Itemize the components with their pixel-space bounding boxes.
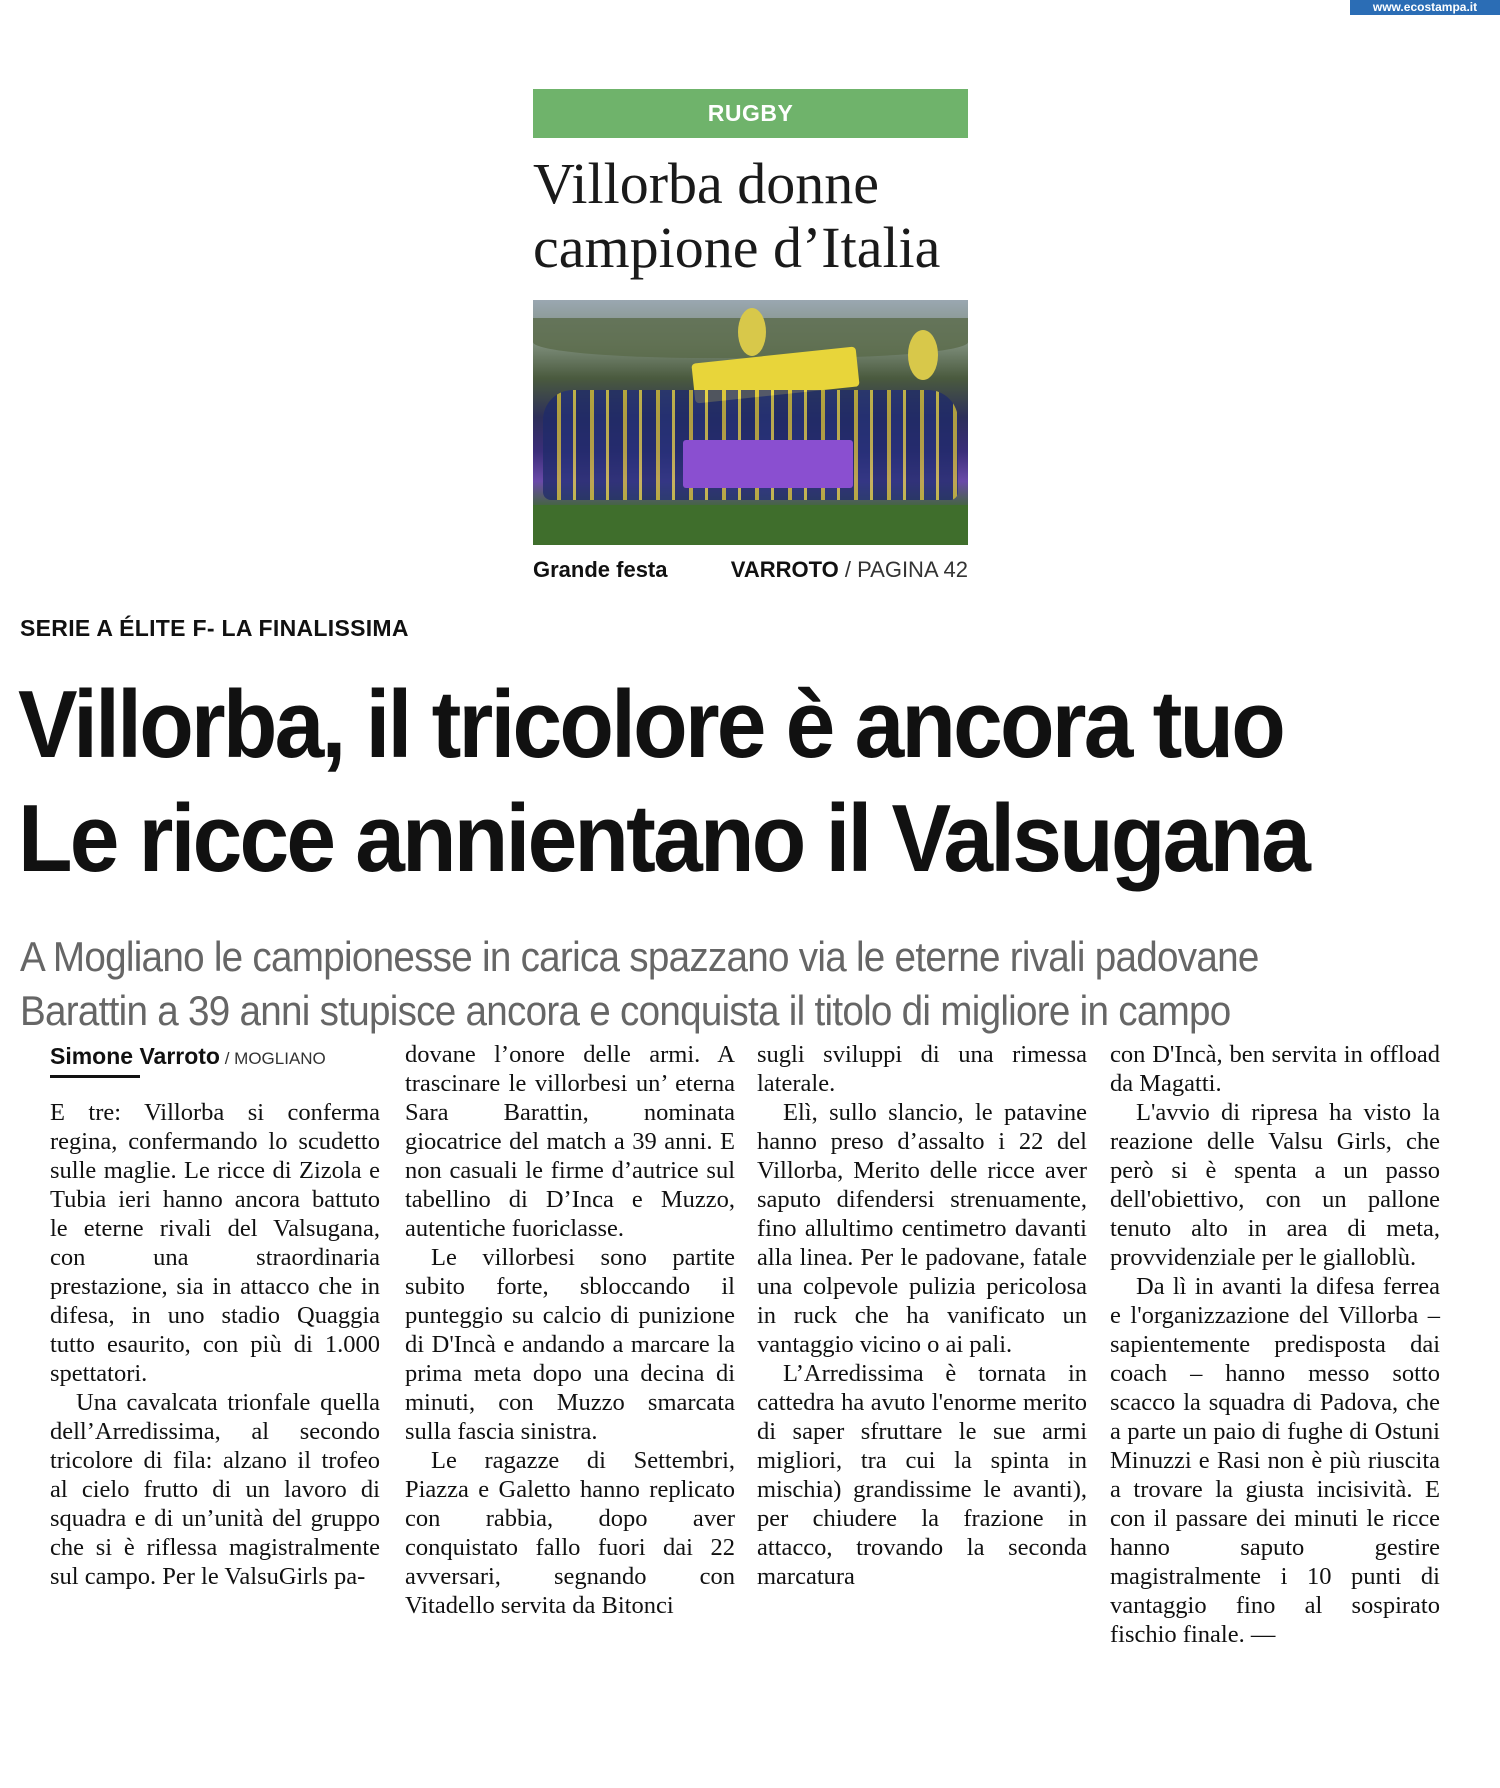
paragraph: Una cavalcata trionfale quella dell’Arredissima, al secondo tricolore di fila: alzano il trofeo al cielo frutto di un lavoro di squadra e di un’unità del gruppo che si è riflessa magistralmente sul campo. Per le ValsuGirls pa-	[50, 1389, 380, 1590]
promo-box	[533, 89, 968, 583]
paragraph: E tre: Villorba si conferma regina, confermando lo scudetto sulle maglie. Le ricce di Zizola e Tubia ieri hanno ancora battuto le eterne rivali del Valsugana, con una straordinaria prestazione, sia in attacco che in difesa, in uno stadio Quaggia tutto esaurito, con più di 1.000 spettatori.	[50, 1099, 380, 1387]
promo-title-line1: Villorba donne	[533, 151, 880, 216]
article-body	[50, 1040, 1445, 1770]
article-column-3	[757, 1040, 1087, 1591]
caption-text: Grande festa	[533, 557, 668, 582]
headline-line2: Le ricce annientano il Valsugana	[18, 785, 1309, 892]
photo-balloon	[738, 308, 766, 356]
paragraph: L'avvio di ripresa ha visto la reazione delle Valsu Girls, che però si è spenta a un passo dell'obiettivo, con un pallone tenuto alto in area di meta, provvidenziale per le gialloblù.	[1110, 1099, 1440, 1271]
subhead-line2: Barattin a 39 anni stupisce ancora e conquista il titolo di migliore in campo	[20, 987, 1231, 1034]
article-column-4	[1110, 1040, 1440, 1649]
photo-purple-banner	[683, 440, 853, 488]
caption-credit	[731, 557, 968, 583]
paragraph: sugli sviluppi di una rimessa laterale.	[757, 1041, 1087, 1097]
paragraph: Le ragazze di Settembri, Piazza e Galetto hanno replicato con rabbia, dopo aver conquistato fallo fuori dai 22 avversari, segnando con Vitadello servita da Bitonci	[405, 1447, 735, 1619]
promo-title-line2: campione d’Italia	[533, 215, 941, 280]
paragraph: con D'Incà, ben servita in offload da Magatti.	[1110, 1041, 1440, 1097]
promo-title	[533, 152, 968, 280]
caption-author: VARROTO	[730, 557, 839, 582]
paragraph: Elì, sullo slancio, le patavine hanno preso d’assalto i 22 del Villorba, Merito delle ricce aver saputo difendersi strenuamente, fino allultimo centimetro davanti alla linea. Per le padovane, fatale una colpevole pulizia pericolosa in ruck che ha vanificato un vantaggio vicino o ai pali.	[757, 1099, 1087, 1358]
article-column-2	[405, 1040, 735, 1620]
dateline-location: / MOGLIANO	[219, 1049, 326, 1068]
article-kicker: SERIE A ÉLITE F- LA FINALISSIMA	[20, 615, 409, 641]
paragraph: Da lì in avanti la difesa ferrea e l'organizzazione del Villorba – sapientemente predisposta dai coach – hanno messo sotto scacco la squadra di Padova, che a parte un paio di fughe di Ostuni Minuzzi e Rasi non è più riuscita a trovare la giusta incisività. E con il passare dei minuti le ricce hanno saputo gestire magistralmente i 10 punti di vantaggio fino al sospirato fischio finale. —	[1110, 1273, 1440, 1648]
photo-grass	[533, 505, 968, 545]
paragraph: dovane l’onore delle armi. A trascinare le villorbesi un’ eterna Sara Barattin, nominata giocatrice del match a 39 anni. E non casuali le firme d’autrice sul tabellino di D’Inca e Muzzo, autentiche fuoriclasse.	[405, 1041, 735, 1242]
ecostampa-watermark: www.ecostampa.it	[1350, 0, 1500, 15]
headline-line1: Villorba, il tricolore è ancora tuo	[18, 671, 1284, 778]
article-column-1	[50, 1098, 380, 1591]
section-tag: RUGBY	[533, 89, 968, 138]
paragraph: L’Arredissima è tornata in cattedra ha avuto l'enorme merito di saper sfruttare le sue armi migliori, tra cui la spinta in mischia) grandissime le avanti), per chiudere la frazione in attacco, trovando la seconda marcatura	[757, 1360, 1087, 1590]
photo-caption	[533, 557, 968, 583]
paragraph: Le villorbesi sono partite subito forte, sbloccando il punteggio su calcio di punizione di D'Incà e andando a marcare la prima meta dopo una decina di minuti, con Muzzo smarcata sulla fascia sinistra.	[405, 1244, 735, 1445]
photo-balloon	[908, 330, 938, 380]
subhead-line1: A Mogliano le campionesse in carica spazzano via le eterne rivali padovane	[20, 933, 1259, 980]
article-subhead	[20, 930, 1382, 1038]
caption-page: / PAGINA 42	[838, 557, 968, 582]
author-name: Simone Varroto	[50, 1043, 220, 1069]
team-celebration-photo	[533, 300, 968, 545]
article-headline	[18, 668, 1385, 896]
